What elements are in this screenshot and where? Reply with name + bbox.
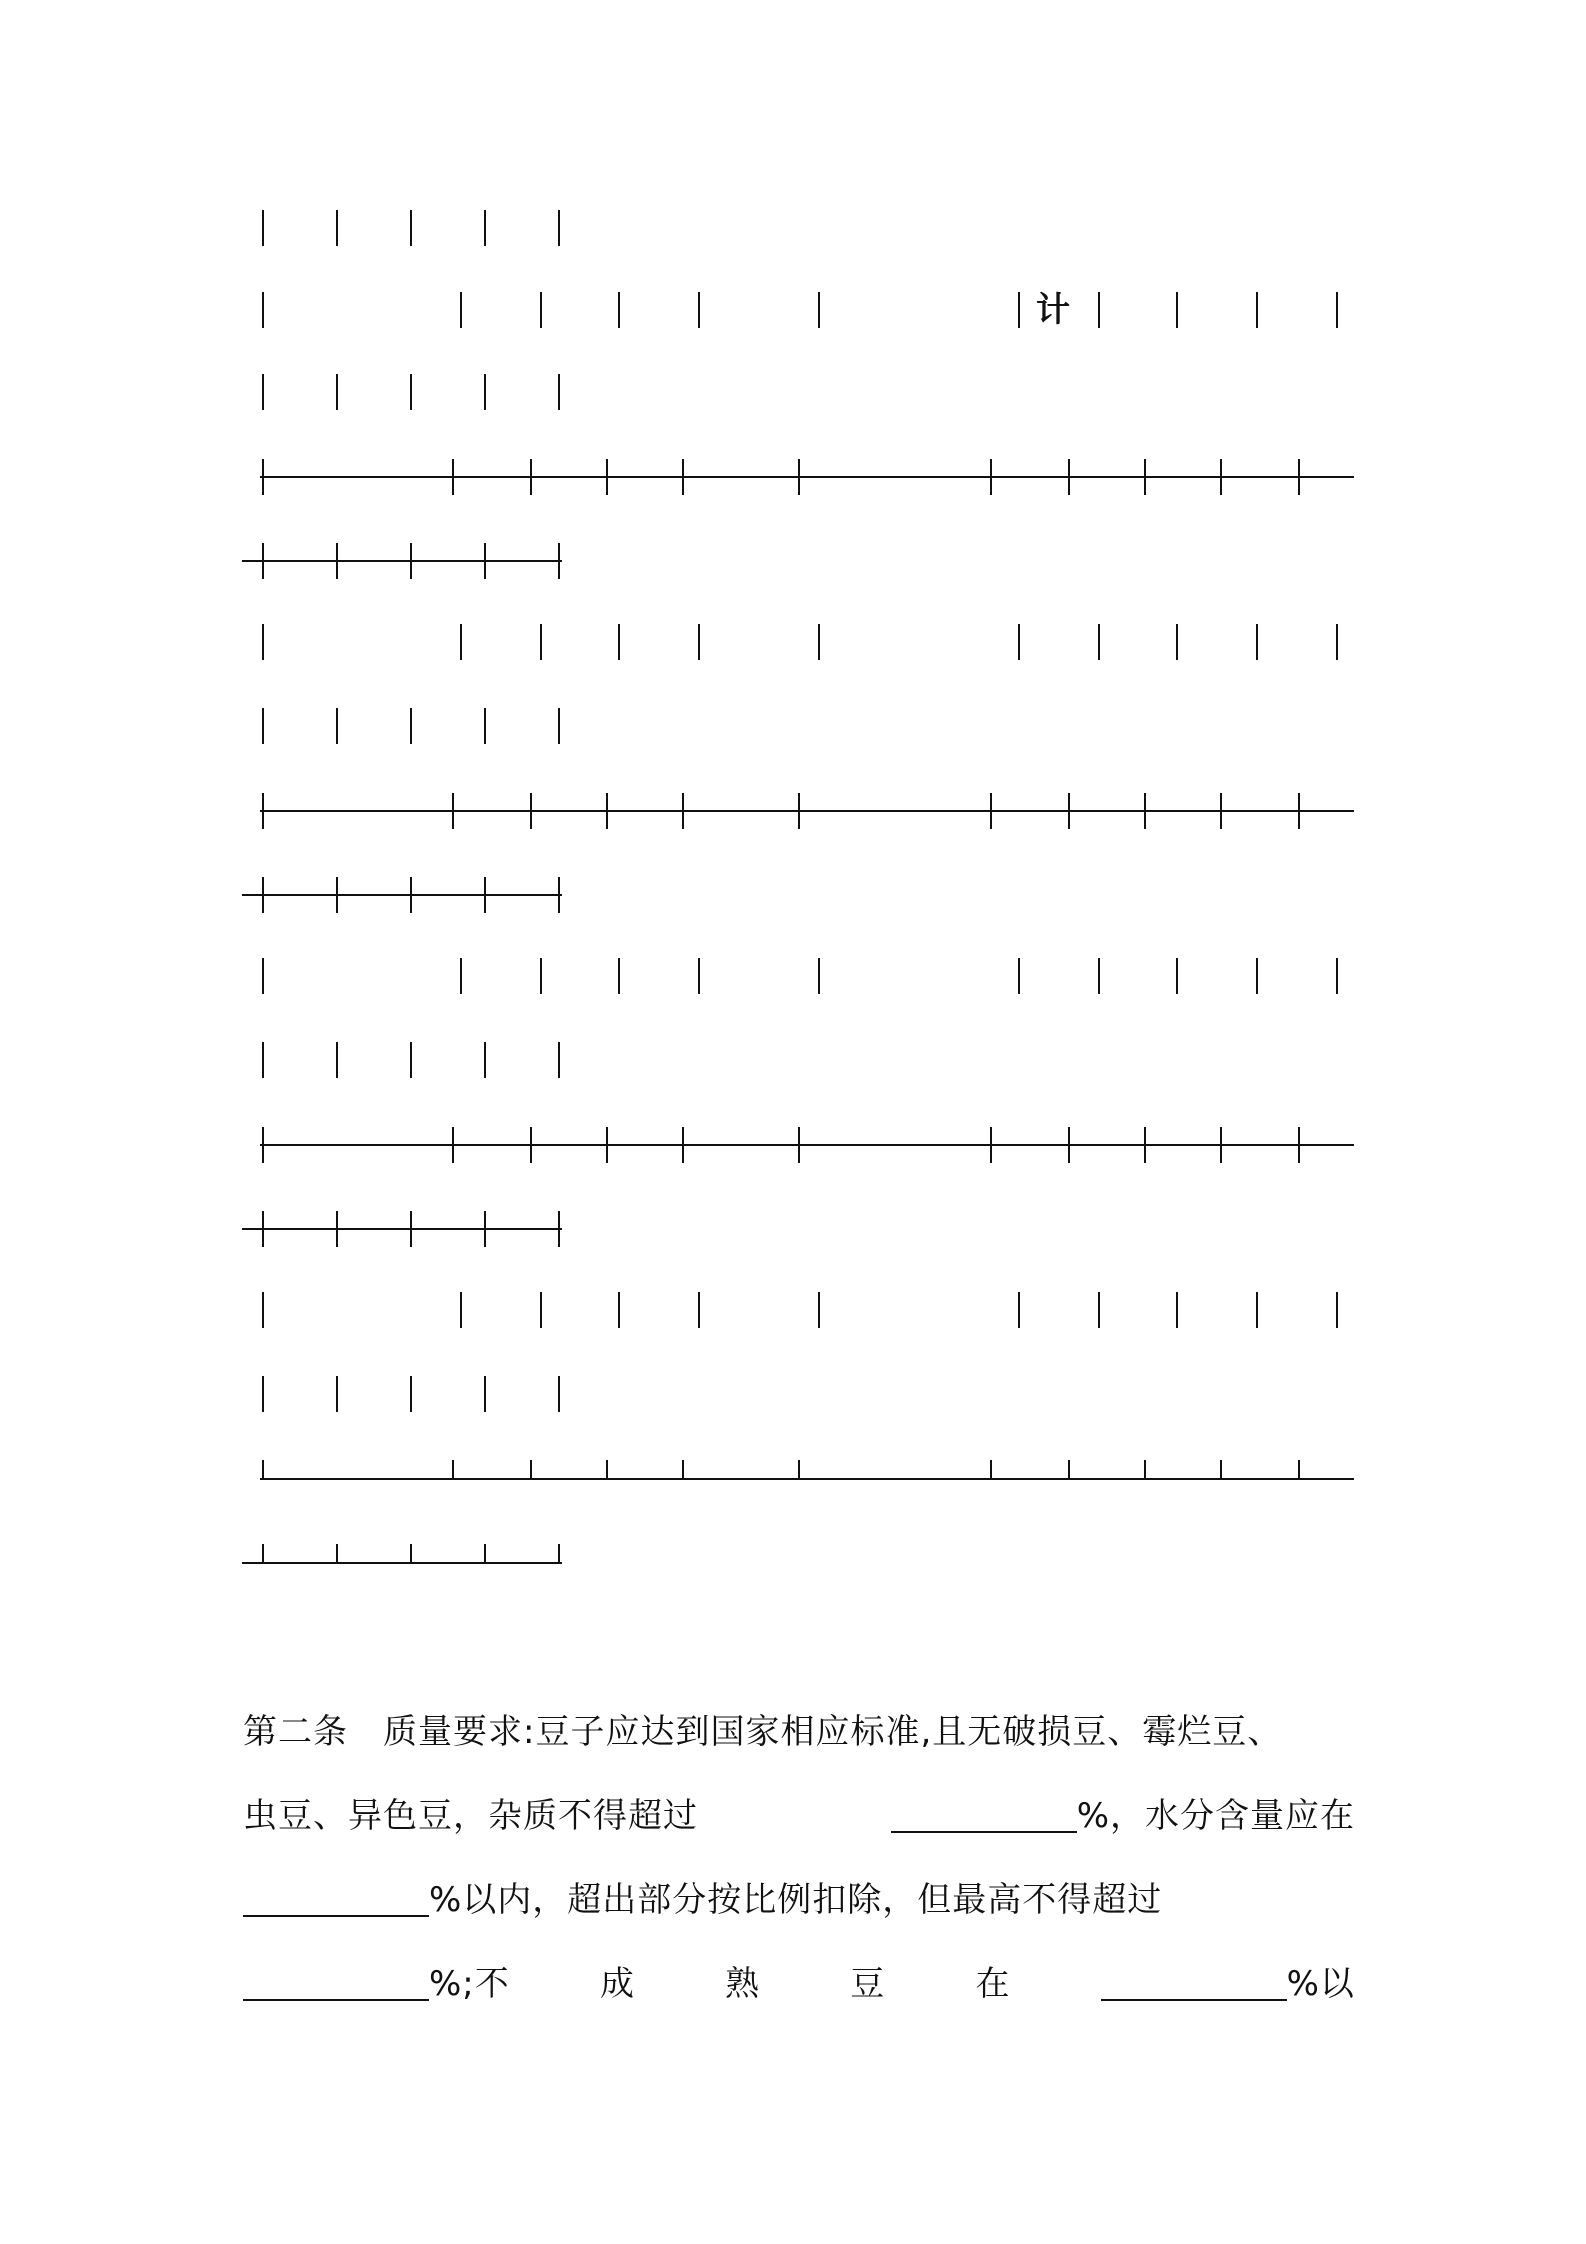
table-rule-short-2-tick-2 bbox=[336, 877, 338, 913]
table-rule-long-3-tick-8 bbox=[1068, 1127, 1070, 1163]
table-rule-long-4-tick-5 bbox=[682, 1460, 684, 1480]
body-row-1-short-bar-4 bbox=[484, 708, 486, 744]
table-rule-long-3-tick-11 bbox=[1298, 1127, 1300, 1163]
header-short-bar-3 bbox=[410, 374, 412, 410]
line4-text-c: 熟 bbox=[725, 1964, 761, 2004]
body-row-2-bar-3 bbox=[540, 958, 542, 994]
table-rule-short-2-tick-3 bbox=[410, 877, 412, 913]
table-rule-long-1-tick-10 bbox=[1220, 459, 1222, 495]
body-row-3-bar-11 bbox=[1336, 1292, 1338, 1328]
table-rule-long-1-tick-8 bbox=[1068, 459, 1070, 495]
header-bar-3 bbox=[540, 292, 542, 328]
table-rule-short-4 bbox=[242, 1562, 562, 1564]
table-rule-short-1-tick-1 bbox=[262, 543, 264, 579]
body-row-3-bar-4 bbox=[618, 1292, 620, 1328]
table-rule-short-1-tick-4 bbox=[484, 543, 486, 579]
body-row-2-bar-7 bbox=[1018, 958, 1020, 994]
table-rule-long-3-tick-10 bbox=[1220, 1127, 1222, 1163]
table-rule-long-3-tick-5 bbox=[682, 1127, 684, 1163]
table-rule-long-4-tick-3 bbox=[530, 1460, 532, 1480]
body-row-1-bar-6 bbox=[818, 624, 820, 660]
immature-blank[interactable] bbox=[1101, 1965, 1287, 2001]
table-rule-long-4-tick-7 bbox=[990, 1460, 992, 1480]
body-row-3-bar-10 bbox=[1256, 1292, 1258, 1328]
header-bar-10 bbox=[1256, 292, 1258, 328]
table-rule-long-4-tick-1 bbox=[262, 1460, 264, 1480]
header-bar-7 bbox=[1018, 292, 1020, 328]
table-rule-short-2-tick-4 bbox=[484, 877, 486, 913]
impurity-value bbox=[891, 1796, 1355, 1836]
table-rule-short-3-tick-1 bbox=[262, 1211, 264, 1247]
moisture-blank[interactable] bbox=[243, 1881, 429, 1917]
moisture-text: %，水分含量应在 bbox=[1076, 1796, 1355, 1836]
body-row-1-bar-5 bbox=[698, 624, 700, 660]
line4-text-f: %以 bbox=[1286, 1964, 1355, 2004]
table-rule-long-1-tick-6 bbox=[798, 459, 800, 495]
table-rule-short-1-tick-2 bbox=[336, 543, 338, 579]
table-rule-short-3-tick-2 bbox=[336, 1211, 338, 1247]
body-row-1-bar-11 bbox=[1336, 624, 1338, 660]
table-rule-long-4-tick-8 bbox=[1068, 1460, 1070, 1480]
body-row-1-bar-10 bbox=[1256, 624, 1258, 660]
body-row-3-bar-7 bbox=[1018, 1292, 1020, 1328]
table-rule-long-4-tick-6 bbox=[798, 1460, 800, 1480]
table-rule-long-3 bbox=[260, 1144, 1354, 1146]
header-bar-8 bbox=[1098, 292, 1100, 328]
table-rule-short-3-tick-5 bbox=[558, 1211, 560, 1247]
header-short-bar-5 bbox=[558, 374, 560, 410]
table-rule-long-2-tick-10 bbox=[1220, 793, 1222, 829]
body-row-3-bar-3 bbox=[540, 1292, 542, 1328]
table-rule-long-2-tick-11 bbox=[1298, 793, 1300, 829]
table-rule-long-3-tick-1 bbox=[262, 1127, 264, 1163]
table-rule-long-3-tick-7 bbox=[990, 1127, 992, 1163]
table-rule-long-4-tick-10 bbox=[1220, 1460, 1222, 1480]
body-row-1-short-bar-3 bbox=[410, 708, 412, 744]
body-row-3-bar-9 bbox=[1176, 1292, 1178, 1328]
table-rule-long-2-tick-2 bbox=[452, 793, 454, 829]
body-row-2-bar-11 bbox=[1336, 958, 1338, 994]
table-rule-short-1 bbox=[242, 560, 562, 562]
row0-short-bar-2 bbox=[336, 210, 338, 246]
body-row-3-short-bar-1 bbox=[262, 1376, 264, 1412]
table-rule-long-1-tick-11 bbox=[1298, 459, 1300, 495]
table-rule-long-2-tick-3 bbox=[530, 793, 532, 829]
row0-short-bar-1 bbox=[262, 210, 264, 246]
line4-text-a: %;不 bbox=[429, 1964, 510, 2004]
body-row-1-bar-2 bbox=[460, 624, 462, 660]
body-row-3-short-bar-5 bbox=[558, 1376, 560, 1412]
table-rule-short-4-tick-1 bbox=[262, 1544, 264, 1564]
table-rule-long-1-tick-7 bbox=[990, 459, 992, 495]
table-rule-short-1-tick-5 bbox=[558, 543, 560, 579]
table-rule-long-2-tick-6 bbox=[798, 793, 800, 829]
row0-short-bar-4 bbox=[484, 210, 486, 246]
body-row-1-short-bar-1 bbox=[262, 708, 264, 744]
table-rule-short-2-tick-1 bbox=[262, 877, 264, 913]
header-bar-11 bbox=[1336, 292, 1338, 328]
article-2-line-1: 第二条 质量要求:豆子应达到国家相应标准,且无破损豆、霉烂豆、 bbox=[243, 1712, 1283, 1752]
impurity-text: 虫豆、异色豆，杂质不得超过 bbox=[243, 1796, 698, 1836]
table-rule-long-1-tick-4 bbox=[606, 459, 608, 495]
body-row-2-bar-1 bbox=[262, 958, 264, 994]
body-row-1-bar-4 bbox=[618, 624, 620, 660]
body-row-3-short-bar-3 bbox=[410, 1376, 412, 1412]
body-row-1-bar-9 bbox=[1176, 624, 1178, 660]
table-rule-long-4-tick-11 bbox=[1298, 1460, 1300, 1480]
row0-short-bar-3 bbox=[410, 210, 412, 246]
body-row-3-bar-2 bbox=[460, 1292, 462, 1328]
table-rule-long-1-tick-3 bbox=[530, 459, 532, 495]
body-row-3-bar-6 bbox=[818, 1292, 820, 1328]
body-row-2-short-bar-1 bbox=[262, 1042, 264, 1078]
header-bar-5 bbox=[698, 292, 700, 328]
body-row-3-short-bar-4 bbox=[484, 1376, 486, 1412]
impurity-blank[interactable] bbox=[891, 1797, 1077, 1833]
body-row-3-bar-5 bbox=[698, 1292, 700, 1328]
table-rule-long-2-tick-1 bbox=[262, 793, 264, 829]
immature-value bbox=[1101, 1964, 1355, 2004]
header-short-bar-4 bbox=[484, 374, 486, 410]
table-rule-long-4-tick-4 bbox=[606, 1460, 608, 1480]
header-bar-2 bbox=[460, 292, 462, 328]
table-rule-long-1-tick-9 bbox=[1144, 459, 1146, 495]
body-row-1-bar-8 bbox=[1098, 624, 1100, 660]
body-row-1-short-bar-2 bbox=[336, 708, 338, 744]
body-row-2-bar-9 bbox=[1176, 958, 1178, 994]
article-2-line-3 bbox=[243, 1880, 1355, 1920]
table-rule-long-2-tick-9 bbox=[1144, 793, 1146, 829]
body-row-2-bar-8 bbox=[1098, 958, 1100, 994]
article-2-line-2 bbox=[243, 1796, 1355, 1836]
table-rule-short-2-tick-5 bbox=[558, 877, 560, 913]
header-bar-1 bbox=[262, 292, 264, 328]
body-row-2-short-bar-2 bbox=[336, 1042, 338, 1078]
body-row-3-bar-8 bbox=[1098, 1292, 1100, 1328]
table-header-total: 计 bbox=[1036, 290, 1070, 330]
table-rule-long-2-tick-7 bbox=[990, 793, 992, 829]
line4-text-e: 在 bbox=[975, 1964, 1011, 2004]
table-rule-long-1 bbox=[260, 476, 1354, 478]
body-row-1-short-bar-5 bbox=[558, 708, 560, 744]
body-row-2-bar-6 bbox=[818, 958, 820, 994]
header-bar-6 bbox=[818, 292, 820, 328]
header-short-bar-1 bbox=[262, 374, 264, 410]
table-rule-long-1-tick-1 bbox=[262, 459, 264, 495]
header-bar-4 bbox=[618, 292, 620, 328]
table-rule-long-3-tick-9 bbox=[1144, 1127, 1146, 1163]
table-rule-long-3-tick-4 bbox=[606, 1127, 608, 1163]
table-rule-long-2-tick-4 bbox=[606, 793, 608, 829]
deduction-text: %以内，超出部分按比例扣除，但最高不得超过 bbox=[429, 1880, 1163, 1920]
table-rule-long-2 bbox=[260, 810, 1354, 812]
table-rule-short-3 bbox=[242, 1228, 562, 1230]
body-row-3-short-bar-2 bbox=[336, 1376, 338, 1412]
body-row-2-bar-2 bbox=[460, 958, 462, 994]
body-row-2-short-bar-5 bbox=[558, 1042, 560, 1078]
moisture-value bbox=[243, 1880, 1162, 1920]
table-rule-short-2 bbox=[242, 894, 562, 896]
table-rule-long-4-tick-2 bbox=[452, 1460, 454, 1480]
table-rule-long-3-tick-6 bbox=[798, 1127, 800, 1163]
table-rule-short-4-tick-5 bbox=[558, 1544, 560, 1564]
line4-text-d: 豆 bbox=[850, 1964, 886, 2004]
table-rule-long-3-tick-2 bbox=[452, 1127, 454, 1163]
max-blank[interactable] bbox=[243, 1965, 429, 2001]
table-rule-long-1-tick-2 bbox=[452, 459, 454, 495]
table-rule-long-3-tick-3 bbox=[530, 1127, 532, 1163]
body-row-2-short-bar-4 bbox=[484, 1042, 486, 1078]
body-row-2-bar-5 bbox=[698, 958, 700, 994]
table-rule-long-4 bbox=[260, 1478, 1354, 1480]
header-short-bar-2 bbox=[336, 374, 338, 410]
body-row-2-bar-10 bbox=[1256, 958, 1258, 994]
table-rule-short-1-tick-3 bbox=[410, 543, 412, 579]
max-value bbox=[243, 1964, 510, 2004]
article-2-line-4 bbox=[243, 1964, 1355, 2004]
body-row-2-bar-4 bbox=[618, 958, 620, 994]
row0-short-bar-5 bbox=[558, 210, 560, 246]
line4-text-b: 成 bbox=[599, 1964, 635, 2004]
table-rule-long-1-tick-5 bbox=[682, 459, 684, 495]
table-rule-long-2-tick-8 bbox=[1068, 793, 1070, 829]
table-rule-long-2-tick-5 bbox=[682, 793, 684, 829]
table-rule-short-4-tick-2 bbox=[336, 1544, 338, 1564]
table-rule-short-4-tick-4 bbox=[484, 1544, 486, 1564]
table-rule-short-4-tick-3 bbox=[410, 1544, 412, 1564]
body-row-1-bar-1 bbox=[262, 624, 264, 660]
body-row-2-short-bar-3 bbox=[410, 1042, 412, 1078]
table-rule-short-3-tick-3 bbox=[410, 1211, 412, 1247]
table-rule-long-4-tick-9 bbox=[1144, 1460, 1146, 1480]
header-bar-9 bbox=[1176, 292, 1178, 328]
body-row-3-bar-1 bbox=[262, 1292, 264, 1328]
table-rule-short-3-tick-4 bbox=[484, 1211, 486, 1247]
body-row-1-bar-7 bbox=[1018, 624, 1020, 660]
body-row-1-bar-3 bbox=[540, 624, 542, 660]
